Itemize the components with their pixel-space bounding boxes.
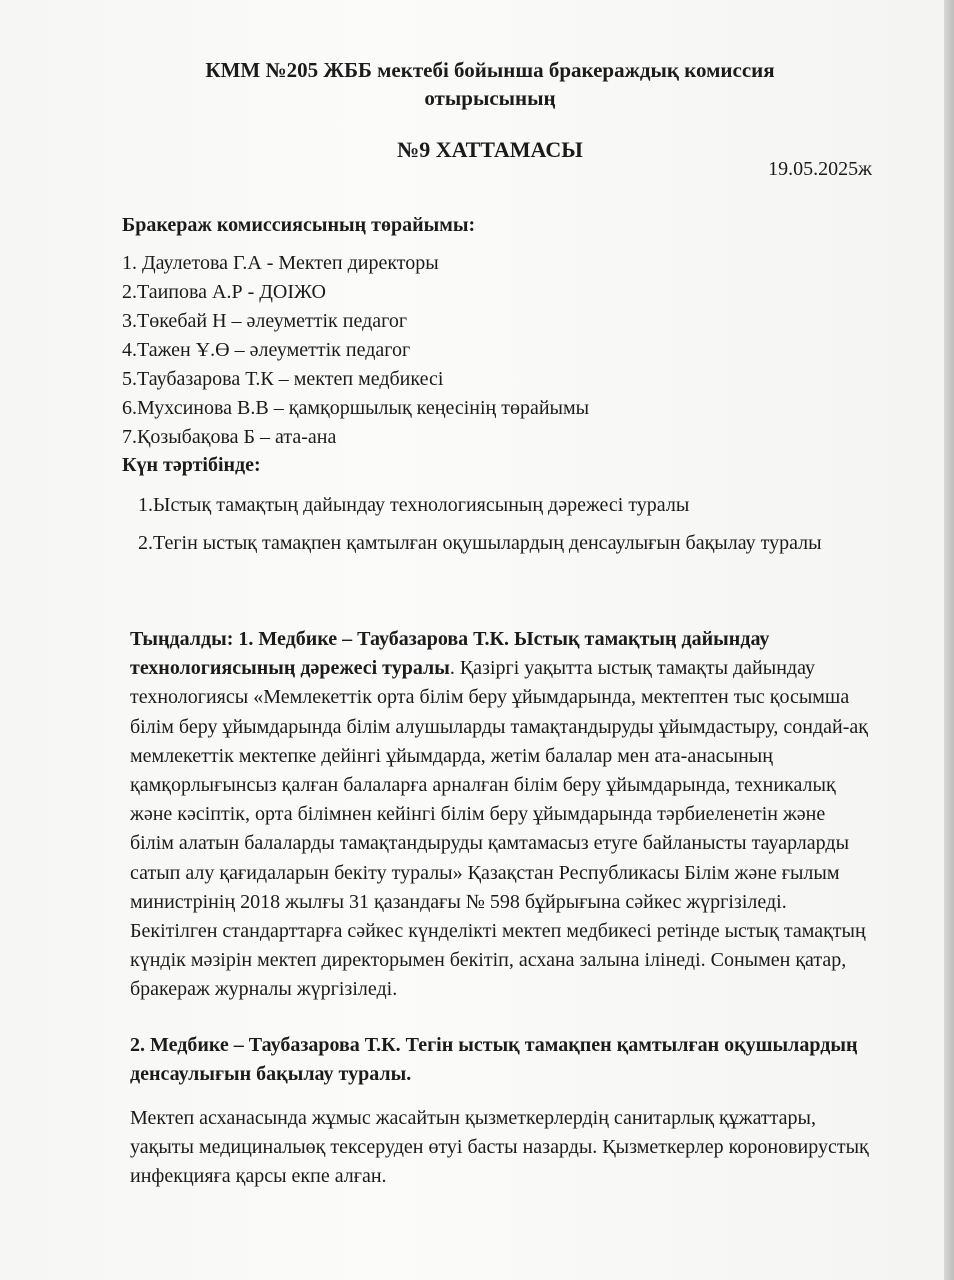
chair-heading: Бракераж комиссиясының төрайымы: xyxy=(122,214,476,236)
agenda-heading: Күн тәртібінде: xyxy=(122,454,261,476)
list-item: 6.Мухсинова В.В – қамқоршылық кеңесінің төрайымы xyxy=(122,397,590,419)
member-list xyxy=(122,250,589,453)
heard-2-heading: 2. Медбике – Таубазарова Т.К. Тегін ыстық тамақпен қамтылған оқушылардың денсаулығын бақылау туралы. xyxy=(130,1034,858,1085)
page-edge-shadow xyxy=(944,0,954,1280)
agenda-item-2: 2.Тегін ыстық тамақпен қамтылған оқушылардың денсаулығын бақылау туралы xyxy=(138,532,822,554)
heard-section-1 xyxy=(130,625,870,1005)
list-item: 4.Тажен Ұ.Ө – әлеуметтік педагог xyxy=(122,339,411,361)
heard-1-heading: Тыңдалды: 1. Медбике – Таубазарова Т.К. Ыстық тамақтың дайындау технологиясының дәрежесі туралы xyxy=(130,628,770,680)
document-date: 19.05.2025ж xyxy=(768,158,872,180)
heard-2-body: Мектеп асханасында жұмыс жасайтын қызметкерлердің санитарлық құжаттары, уақыты медициналыөқ тексеруден өтуі басты назарды. Қызметкерлер короновирустық инфекцияға қарсы екпе алған. xyxy=(130,1107,869,1187)
list-item: 3.Төкебай Н – әлеуметтік педагог xyxy=(122,310,408,332)
title-line-2: отырысының xyxy=(424,86,556,110)
agenda-item-1: 1.Ыстық тамақтың дайындау технологиясының дәрежесі туралы xyxy=(138,494,690,516)
list-item: 1. Даулетова Г.А - Мектеп директоры xyxy=(122,252,439,274)
heard-1-body: . Қазіргі уақытта ыстық тамақты дайындау технологиясы «Мемлекеттік орта білім беру ұйымдарында, мектептен тыс қосымша білім беру ұйымдарында білім алушыларды тамақтандыруды ұйымдастыру, сондай-ақ мемлекеттік мектепке дейінгі ұйымдарда, жетім балалар мен ата-анасының қамқорлығынсыз қалған балаларға арналған білім беру ұйымдарында, техникалық және кәсіптік, орта білімнен кейінгі білім беру ұйымдарында тәрбиеленетін және білім алатын балаларды тамақтандыруды қамтамасыз етуге байланысты тауарларды сатып алу қағидаларын бекіту туралы» Қазақстан Республикасы Білім және ғылым министрінің 2018 жылғы 31 қазандағы № 598 бұйрығына сәйкес жүргізіледі. Бекітілген стандарттарға сәйкес күнделікті мектеп медбикесі ретінде ыстық тамақтың күндік мәзірін мектеп директорымен бекітіп, асхана залына ілінеді. Сонымен қатар, бракераж журналы жүргізіледі. xyxy=(130,657,868,1001)
list-item: 2.Таипова А.Р - ДОІЖО xyxy=(122,281,326,303)
title-line-1: КММ №205 ЖББ мектебі бойынша бракераждық комиссия xyxy=(205,58,775,82)
document-title xyxy=(130,56,850,112)
protocol-number: №9 ХАТТАМАСЫ xyxy=(397,137,583,162)
list-item: 7.Қозыбақова Б – ата-ана xyxy=(122,426,337,448)
list-item: 5.Таубазарова Т.К – мектеп медбикесі xyxy=(122,368,444,390)
